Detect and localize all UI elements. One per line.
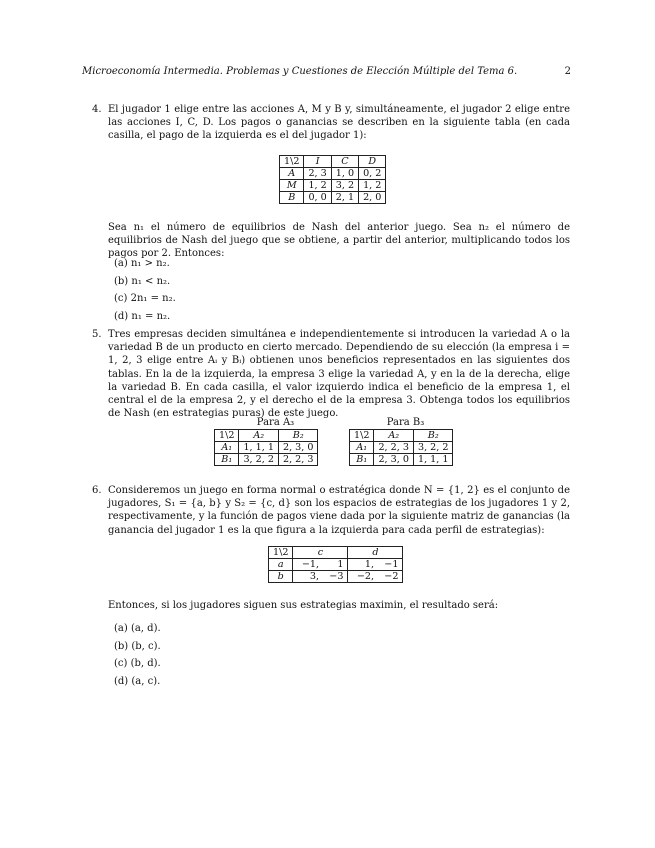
option-d: (d) (a, c). bbox=[114, 675, 161, 687]
header-title: Microeconomía Intermedia. Problemas y Cuestiones de Elección Múltiple del Tema 6. bbox=[82, 66, 518, 77]
table-cell: −3 bbox=[321, 571, 348, 583]
table-corner: 1\2 bbox=[280, 156, 304, 168]
question-4-followup: Sea n₁ el número de equilibrios de Nash del anterior juego. Sea n₂ el número de equilibrios de Nash del juego que se obtiene, a partir del anterior, multiplicando todos los pagos por 2. Entonces: bbox=[108, 222, 570, 260]
table-cell: 2, 1 bbox=[331, 192, 358, 204]
question-4-number: 4. bbox=[92, 104, 102, 115]
question-4-options bbox=[114, 255, 176, 325]
table-col-header: c bbox=[293, 547, 348, 559]
table-cell: 0, 0 bbox=[304, 192, 331, 204]
table-cell: 3, 2 bbox=[331, 180, 358, 192]
table-cell: 2, 3, 0 bbox=[278, 442, 318, 454]
table-row-header: M bbox=[280, 180, 304, 192]
question-5-text: 5. Tres empresas deciden simultánea e independientemente si introducen la variedad A o la variedad B de un producto en cierto mercado. Dependiendo de su elección (la empresa i = 1, 2, 3 elige entre Aᵢ y Bᵢ) obtienen unos beneficios representados en las siguientes dos tablas. En la de la izquierda, la empresa 3 elige la variedad A, y en la de la derecha, elige la variedad B. En cada casilla, el valor izquierdo indica el beneficio de la empresa 1, el central el de la empresa 2, y el derecho el de la empresa 3. Obtenga todos los equilibrios de Nash (en estrategias puras) de este juego. bbox=[92, 329, 570, 420]
table-cell: −2, bbox=[348, 571, 376, 583]
option-c: (c) 2n₁ = n₂. bbox=[114, 293, 176, 305]
option-b: (b) (b, c). bbox=[114, 640, 161, 652]
table-cell: 3, bbox=[293, 571, 321, 583]
table-row-header: b bbox=[269, 571, 293, 583]
option-d: (d) n₁ = n₂. bbox=[114, 310, 171, 322]
table-col-header: C bbox=[331, 156, 358, 168]
q6-payoff-table bbox=[268, 546, 403, 583]
question-6-number: 6. bbox=[92, 485, 102, 496]
table-cell: 0, 2 bbox=[359, 168, 386, 180]
right-table-caption: Para B₃ bbox=[386, 417, 425, 428]
question-4-text: 4. El jugador 1 elige entre las acciones A, M y B y, simultáneamente, el jugador 2 elige entre las acciones I, C, D. Los pagos o ganancias se describen en la siguiente tabla (en cada casilla, el pago de la izquierda es el del jugador 1): bbox=[92, 104, 570, 142]
table-cell: 2, 3, 0 bbox=[374, 454, 414, 466]
table-cell: 2, 2, 3 bbox=[278, 454, 318, 466]
table-cell: 1, 1, 1 bbox=[413, 454, 453, 466]
table-cell: −1, bbox=[293, 559, 321, 571]
q5-left-table bbox=[214, 429, 318, 466]
table-row-header: B₁ bbox=[215, 454, 239, 466]
table-col-header: d bbox=[348, 547, 403, 559]
table-row-header: A bbox=[280, 168, 304, 180]
table-col-header: A₂ bbox=[239, 430, 279, 442]
table-corner: 1\2 bbox=[215, 430, 239, 442]
table-row-header: A₁ bbox=[350, 442, 374, 454]
question-6-followup: Entonces, si los jugadores siguen sus estrategias maximin, el resultado será: bbox=[108, 600, 499, 611]
table-row-header: B₁ bbox=[350, 454, 374, 466]
question-6-options bbox=[114, 620, 161, 690]
table-cell: −2 bbox=[376, 571, 403, 583]
table-cell: 1, 0 bbox=[331, 168, 358, 180]
table-cell: 1 bbox=[321, 559, 348, 571]
table-cell: 2, 0 bbox=[359, 192, 386, 204]
table-cell: 2, 2, 3 bbox=[374, 442, 414, 454]
table-cell: 3, 2, 2 bbox=[413, 442, 453, 454]
table-row-header: B bbox=[280, 192, 304, 204]
table-cell: 1, bbox=[348, 559, 376, 571]
table-col-header: D bbox=[359, 156, 386, 168]
table-col-header: B₂ bbox=[413, 430, 453, 442]
table-cell: 1, 2 bbox=[359, 180, 386, 192]
table-corner: 1\2 bbox=[350, 430, 374, 442]
table-col-header: A₂ bbox=[374, 430, 414, 442]
q4-payoff-table bbox=[279, 155, 386, 204]
option-b: (b) n₁ < n₂. bbox=[114, 275, 171, 287]
table-corner: 1\2 bbox=[269, 547, 293, 559]
table-row-header: A₁ bbox=[215, 442, 239, 454]
q5-right-table bbox=[349, 429, 453, 466]
table-cell: 1, 1, 1 bbox=[239, 442, 279, 454]
option-c: (c) (b, d). bbox=[114, 658, 161, 670]
question-5-number: 5. bbox=[92, 329, 102, 340]
question-6-text: 6. Consideremos un juego en forma normal o estratégica donde N = {1, 2} es el conjunto de jugadores, S₁ = {a, b} y S₂ = {c, d} son los espacios de estrategias de los jugadores 1 y 2, respectivamente, y la función de pagos viene dada por la siguiente matriz de ganancias (la ganancia del jugador 1 es la que figura a la izquierda para cada perfil de estrategias): bbox=[92, 485, 570, 536]
table-col-header: B₂ bbox=[278, 430, 318, 442]
table-cell: 1, 2 bbox=[304, 180, 331, 192]
option-a: (a) (a, d). bbox=[114, 623, 161, 634]
table-cell: 3, 2, 2 bbox=[239, 454, 279, 466]
page-number: 2 bbox=[564, 66, 571, 77]
left-table-caption: Para A₃ bbox=[256, 417, 295, 428]
table-row-header: a bbox=[269, 559, 293, 571]
table-cell: −1 bbox=[376, 559, 403, 571]
page-header bbox=[82, 66, 571, 80]
table-col-header: I bbox=[304, 156, 331, 168]
table-cell: 2, 3 bbox=[304, 168, 331, 180]
option-a: (a) n₁ > n₂. bbox=[114, 258, 170, 269]
